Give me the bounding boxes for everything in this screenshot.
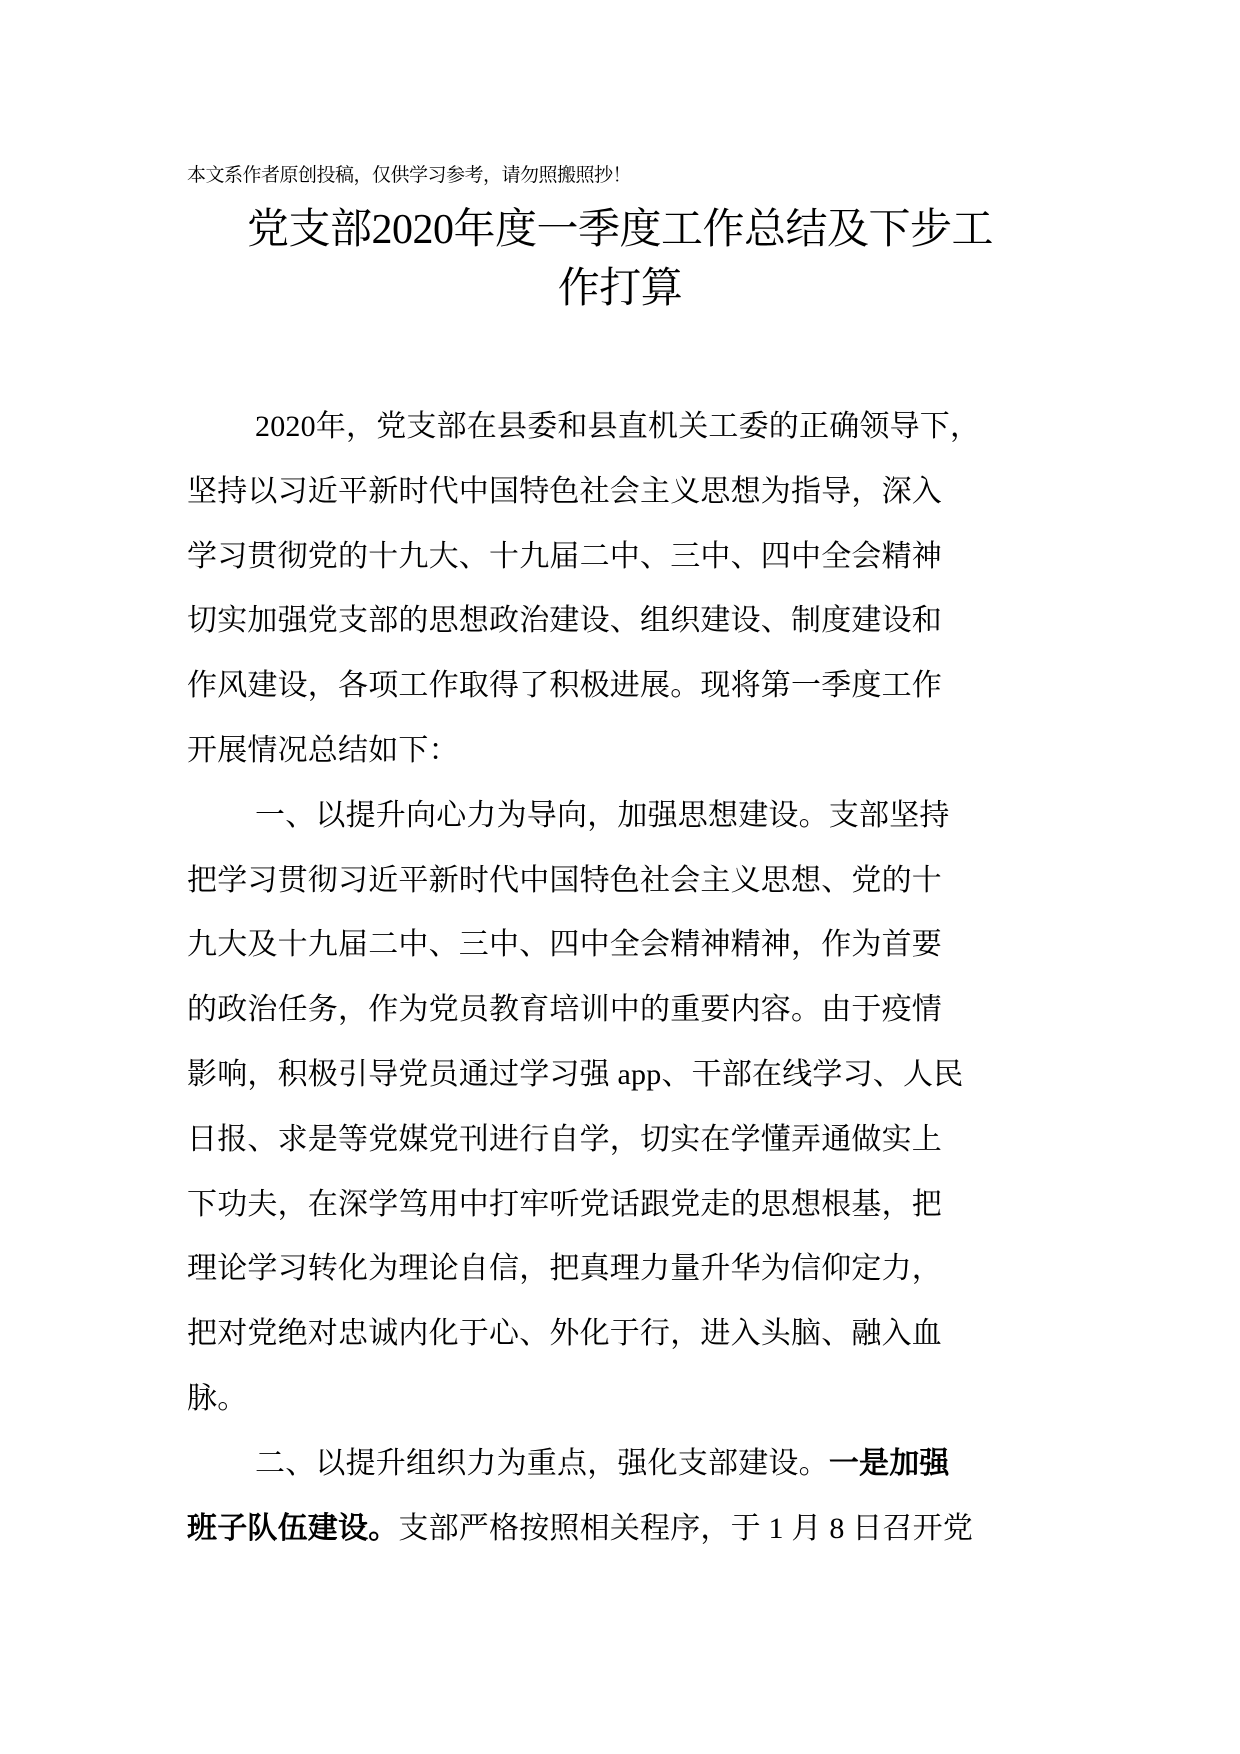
copyright-notice: 本文系作者原创投稿，仅供学习参考，请勿照搬照抄！: [187, 164, 632, 186]
text-segment: app: [609, 1057, 662, 1091]
text-segment: 二、以提升组织力为重点，强化支部建设。: [255, 1445, 829, 1481]
text-segment: 把对党绝对忠诚内化于心、外化于行，进入头脑、融入血: [187, 1316, 942, 1352]
title-text: 党支部: [246, 204, 372, 253]
text-segment: 1: [760, 1511, 792, 1545]
paragraph: [187, 784, 1067, 1432]
text-line: [187, 525, 1067, 590]
text-segment: 作风建设，各项工作取得了积极进展。现将第一季度工作: [187, 668, 942, 704]
text-line: [187, 589, 1067, 654]
text-segment: 日召开党: [852, 1510, 974, 1546]
text-segment: 影响，积极引导党员通过学习强: [187, 1056, 610, 1092]
title-year: 2020: [371, 207, 454, 253]
text-segment: 切实加强党支部的思想政治建设、组织建设、制度建设和: [187, 603, 942, 639]
text-line: [187, 784, 1067, 849]
text-line: [187, 1432, 1067, 1497]
text-segment: 8: [821, 1511, 853, 1545]
text-line: [187, 460, 1067, 525]
text-line: [187, 913, 1067, 978]
text-line: [187, 395, 1067, 460]
title-text: 年度一季度工作总结及下步工: [453, 204, 994, 253]
text-line: [187, 654, 1067, 719]
bold-text: 一是加强: [828, 1445, 950, 1481]
text-segment: 坚持以习近平新时代中国特色社会主义思想为指导，深入: [187, 473, 942, 509]
text-line: [187, 978, 1067, 1043]
text-segment: 支部严格按照相关程序，于: [398, 1510, 761, 1546]
text-segment: 开展情况总结如下：: [187, 732, 459, 768]
text-line: [187, 1302, 1067, 1367]
document-title: [150, 200, 1090, 317]
text-segment: 2020: [255, 410, 316, 443]
text-line: [187, 849, 1067, 914]
text-line: [187, 1497, 1067, 1562]
title-line-1: [150, 200, 1090, 259]
text-segment: 日报、求是等党媒党刊进行自学，切实在学懂弄通做实上: [187, 1121, 942, 1157]
text-line: [187, 1367, 1067, 1432]
text-segment: 把学习贯彻习近平新时代中国特色社会主义思想、党的十: [187, 862, 942, 898]
text-line: [187, 1173, 1067, 1238]
text-line: [187, 719, 1067, 784]
text-segment: 脉。: [187, 1380, 248, 1416]
text-segment: 九大及十九届二中、三中、四中全会精神精神，作为首要: [187, 927, 942, 963]
text-line: [187, 1108, 1067, 1173]
text-segment: 下功夫，在深学笃用中打牢听党话跟党走的思想根基，把: [187, 1186, 942, 1222]
title-line-2: 作打算: [557, 263, 683, 312]
text-segment: 的政治任务，作为党员教育培训中的重要内容。由于疫情: [187, 992, 942, 1028]
text-segment: 理论学习转化为理论自信，把真理力量升华为信仰定力，: [187, 1251, 942, 1287]
text-segment: 、干部在线学习、人民: [661, 1056, 964, 1092]
text-line: [187, 1043, 1067, 1108]
text-segment: 学习贯彻党的十九大、十九届二中、三中、四中全会精神: [187, 538, 942, 574]
text-segment: 一、以提升向心力为导向，加强思想建设。支部坚持: [255, 797, 950, 833]
text-segment: 年，党支部在县委和县直机关工委的正确领导下，: [315, 409, 981, 444]
document-body: [187, 395, 1067, 1561]
paragraph: [187, 1432, 1067, 1562]
bold-text: 班子队伍建设。: [187, 1510, 399, 1546]
text-segment: 月: [791, 1510, 822, 1546]
paragraph: [187, 395, 1067, 784]
text-line: [187, 1237, 1067, 1302]
